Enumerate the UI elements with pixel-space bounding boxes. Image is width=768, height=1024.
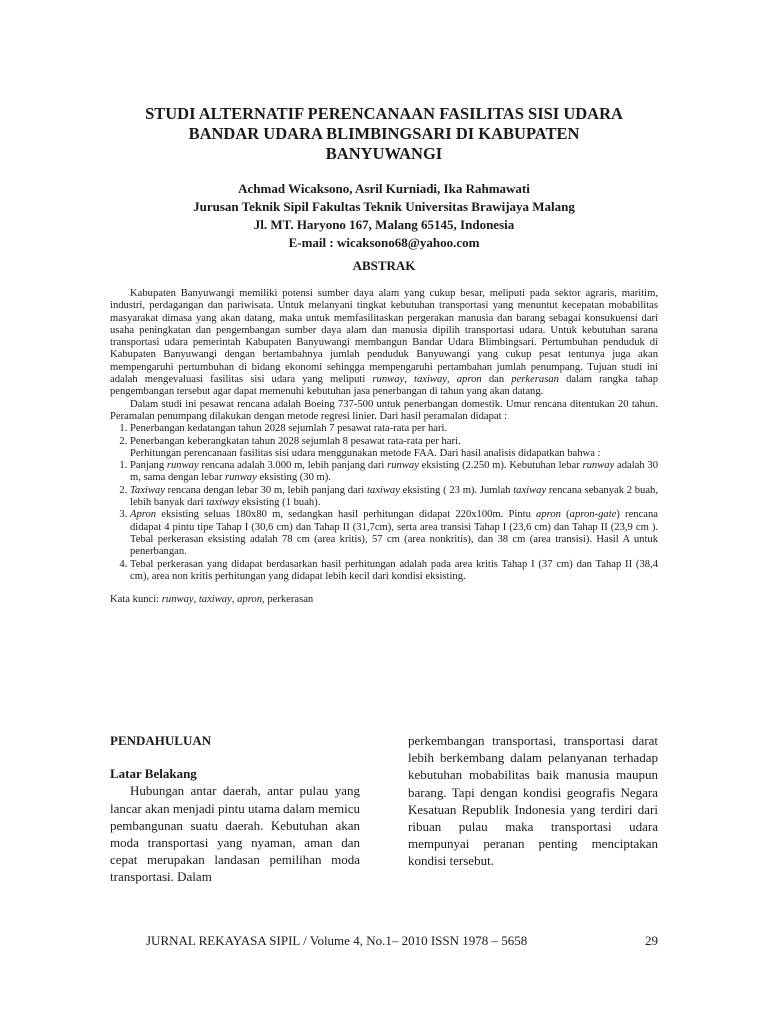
- body-paragraph: perkembangan transportasi, transportasi darat lebih berkembang dalam pelanyanan terhadap kebutuhan mobabilitas baik manusia maupun barang. Tapi dengan kondisi geografis Negara Kesatuan Republik Indonesia yang terdiri dari ribuan pulau maka transportasi udara mempunyai peranan penting menciptakan kondisi tersebut.: [408, 733, 658, 869]
- abstract-body: [110, 288, 658, 606]
- list-item: 1. Penerbangan kedatangan tahun 2028 sejumlah 7 pesawat rata-rata per hari.: [130, 423, 658, 435]
- list-item: [130, 509, 658, 558]
- author-names: Achmad Wicaksono, Asril Kurniadi, Ika Rahmawati: [238, 181, 530, 196]
- item-text: adalah 30 m, sama dengan lebar: [130, 460, 658, 484]
- author-address: Jl. MT. Haryono 167, Malang 65145, Indonesia: [253, 217, 515, 232]
- title-line-2: BANDAR UDARA BLIMBINGSARI DI KABUPATEN: [188, 124, 580, 143]
- item-text: eksisting (2.250 m). Kebutuhan lebar: [418, 460, 583, 472]
- separator: ,: [446, 374, 457, 386]
- term-apron-gate: apron-gate: [569, 509, 617, 521]
- term-taxiway: taxiway: [513, 484, 547, 496]
- keyword: perkerasan: [264, 594, 314, 606]
- abstract-heading: ABSTRAK: [352, 258, 416, 273]
- title-line-3: BANYUWANGI: [325, 144, 443, 163]
- item-text: rencana adalah 3.000 m, lebih panjang dari: [198, 460, 388, 472]
- author-block: [110, 180, 658, 252]
- abstract-text: dan: [481, 374, 512, 386]
- page-footer: [146, 933, 658, 949]
- keyword: apron,: [237, 594, 265, 606]
- term-runway: runway: [387, 460, 419, 472]
- keywords: [110, 594, 658, 606]
- list-item: 4. Tebal perkerasan yang didapat berdasarkan hasil perhitungan adalah pada area kritis Tahap I (37 cm) dan Tahap II (38,4 cm), area non kritis perhitungan yang didapat lebih kecil dari kondisi eksisting.: [130, 559, 658, 584]
- journal-citation: JURNAL REKAYASA SIPIL / Volume 4, No.1– 2010 ISSN 1978 – 5658: [146, 933, 528, 948]
- abstract-text: dalam rangka tahap pengembangan tersebut agar dapat memenuhi kebutuhan jasa penerbangan di tahun yang akan datang.: [110, 374, 659, 398]
- separator: ,: [193, 594, 199, 606]
- term-runway: runway: [372, 374, 405, 386]
- separator: ,: [404, 374, 414, 386]
- page-number: 29: [645, 933, 658, 948]
- abstract-paragraph-3: Perhitungan perencanaan fasilitas sisi udara menggunakan metode FAA. Dari hasil analisis didapatkan bahwa :: [130, 447, 601, 459]
- result-list: [110, 460, 658, 583]
- list-item: 2. Penerbangan keberangkatan tahun 2028 sejumlah 8 pesawat rata-rata per hari.: [130, 436, 658, 448]
- title-line-1: STUDI ALTERNATIF PERENCANAAN FASILITAS SISI UDARA: [145, 104, 623, 123]
- term-runway: runway: [582, 460, 615, 472]
- item-text: (: [560, 509, 570, 521]
- term-runway: runway: [166, 460, 199, 472]
- term-runway: runway: [225, 472, 257, 484]
- item-text: eksisting (30 m).: [256, 472, 331, 484]
- term-apron: apron: [456, 374, 482, 386]
- paper-title: [110, 104, 658, 164]
- term-apron: apron: [536, 509, 561, 521]
- right-column: [408, 732, 658, 870]
- left-column: [110, 732, 360, 886]
- item-text: Panjang: [130, 460, 167, 472]
- item-text: eksisting ( 23 m). Jumlah: [399, 484, 514, 496]
- item-text: ) rencana didapat 4 pintu tipe Tahap I (30,6 cm) dan Tahap II (31,7cm), serta area transisi Tahap I (23,6 cm) dan Tahap II (23,9 cm ). Tebal perkerasan eksisting adalah 78 cm (area kritis), 57 cm (area nonkritis), dan 38 cm (area transisi). Hasil A untuk penerbangan.: [130, 509, 658, 558]
- author-affiliation: Jurusan Teknik Sipil Fakultas Teknik Universitas Brawijaya Malang: [193, 199, 575, 214]
- list-item: [130, 460, 658, 485]
- item-text: rencana dengan lebar 30 m, lebih panjang dari: [164, 484, 367, 496]
- item-text: rencana sebanyak 2 buah, lebih banyak dari: [130, 484, 659, 509]
- keyword: taxiway: [198, 594, 232, 606]
- term-apron: Apron: [130, 509, 157, 521]
- keywords-label: Kata kunci:: [110, 594, 162, 606]
- term-taxiway: taxiway: [414, 374, 447, 386]
- separator: ,: [231, 594, 238, 606]
- list-item: [130, 485, 658, 510]
- item-text: eksisting seluas 180x80 m, sedangkan hasil perhitungan didapat 220x100m. Pintu: [156, 509, 537, 521]
- term-taxiway: taxiway: [366, 484, 400, 496]
- abstract-paragraph-2: Dalam studi ini pesawat rencana adalah Boeing 737-500 untuk penerbangan domestik. Umur rencana ditentukan 20 tahun. Peramalan penumpang dilakukan dengan metode regresi linier. Dari hasil peramalan didapat :: [110, 398, 658, 422]
- abstract-paragraph-1: [110, 288, 658, 399]
- keyword: runway: [161, 594, 194, 606]
- item-text: eksisting (1 buah).: [239, 497, 321, 509]
- abstract-text: Kabupaten Banyuwangi memiliki potensi sumber daya alam yang cukup besar, meliputi pada sektor agraris, maritim, industri, perdagangan dan pariwisata. Untuk melanyani tingkat kebutuhan transportasi yang menuntut kecepatan mobabilitas masyarakat dimasa yang akan datang, maka untuk memfasilitaskan pergerakan manusia dan barang sebagai konsukuensi dari usaha peningkatan dan pengembangan sumber daya alam dan manusia dipilih transportasi udara. Untuk kebutuhan sarana transportasi udara pemerintah Kabupaten Banyuwangi membangun Bandar Udara Blimbingsari. Pertumbuhan penduduk di Kabupaten Banyuwangi dengan bertambahnya jumlah penduduk Banyuwangi yang cukup pesat tentunya juga akan mempengaruhi pertumbuhan di bidang ekonomi sehingga mempengaruhi pertambahan jumlah penumpang. Tujuan studi ini adalah mengevaluasi fasilitas sisi udara yang meliputi: [110, 288, 658, 386]
- term-perkerasan: perkerasan: [511, 374, 559, 386]
- term-taxiway: taxiway: [206, 497, 240, 509]
- section-heading: PENDAHULUAN: [110, 733, 212, 748]
- author-email: E-mail : wicaksono68@yahoo.com: [288, 235, 480, 250]
- term-taxiway: Taxiway: [130, 484, 165, 496]
- forecast-list: [110, 423, 658, 448]
- body-paragraph: Hubungan antar daerah, antar pulau yang lancar akan menjadi pintu utama dalam memicu pembangunan suatu daerah. Kebutuhan akan moda transportasi yang nyaman, aman dan cepat merupakan landasan pemilihan moda transportasi. Dalam: [110, 783, 360, 885]
- subsection-heading: Latar Belakang: [110, 766, 197, 782]
